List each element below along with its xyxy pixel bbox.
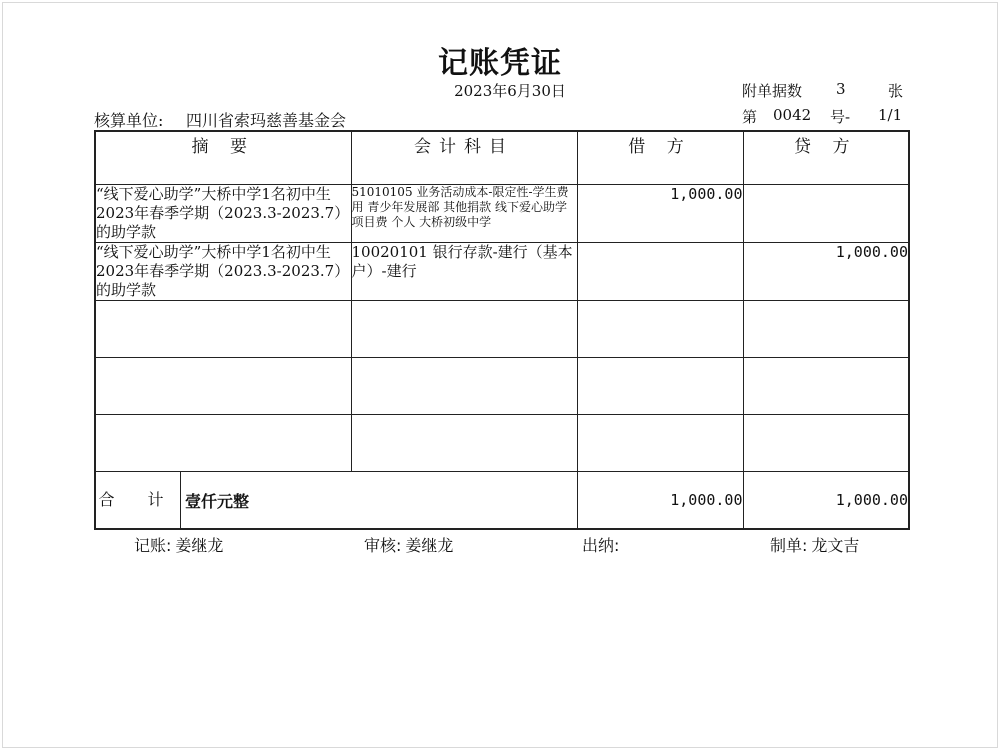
row-credit: 1,000.00: [743, 243, 909, 301]
reviewer-name: 姜继龙: [405, 536, 454, 555]
table-row: [95, 301, 909, 358]
row-summary: “线下爱心助学”大桥中学1名初中生2023年春季学期（2023.3-2023.7）的助学款: [96, 185, 350, 241]
total-credit: 1,000.00: [743, 472, 909, 530]
total-row: [95, 472, 909, 530]
reviewer-label: 审核:: [364, 536, 402, 555]
header-account: 会计科目: [351, 131, 577, 185]
cashier-signature: [582, 533, 623, 556]
bookkeeper-signature: [134, 533, 223, 556]
row-account: 10020101 银行存款-建行（基本户）-建行: [351, 243, 577, 301]
row-account: [351, 301, 577, 358]
table-row: [95, 243, 909, 301]
row-credit: [743, 301, 909, 358]
row-account: [351, 415, 577, 472]
row-debit: 1,000.00: [577, 185, 743, 243]
row-summary: “线下爱心助学”大桥中学1名初中生2023年春季学期（2023.3-2023.7）的助学款: [96, 243, 350, 299]
row-credit: [743, 358, 909, 415]
row-debit: [577, 415, 743, 472]
table-row: [95, 415, 909, 472]
attachments-unit: 张: [888, 82, 904, 100]
row-credit: [743, 185, 909, 243]
table-row: [95, 185, 909, 243]
row-account: [351, 358, 577, 415]
voucher-number-suffix: 号-: [830, 108, 851, 126]
total-amount-words: 壹仟元整: [185, 491, 250, 511]
cashier-label: 出纳:: [582, 536, 620, 555]
row-summary: [95, 301, 351, 358]
bookkeeper-label: 记账:: [134, 536, 172, 555]
table-header-row: [95, 131, 909, 185]
table-row: [95, 358, 909, 415]
bookkeeper-name: 姜继龙: [175, 536, 224, 555]
row-credit: [743, 415, 909, 472]
attachments-count: 3: [836, 80, 846, 98]
reviewer-signature: [364, 533, 453, 556]
voucher-number-prefix: 第: [742, 108, 758, 126]
total-debit: 1,000.00: [577, 472, 743, 530]
row-debit: [577, 301, 743, 358]
header-summary: 摘 要: [95, 131, 351, 185]
row-debit: [577, 358, 743, 415]
voucher-title: 记账凭证: [438, 46, 562, 81]
voucher-table: [94, 130, 910, 530]
row-summary: [95, 358, 351, 415]
row-summary: [95, 415, 351, 472]
row-debit: [577, 243, 743, 301]
preparer-name: 龙文吉: [811, 536, 860, 555]
org-label: 核算单位:: [94, 111, 164, 130]
org-name: 四川省索玛慈善基金会: [186, 111, 347, 130]
row-account: 51010105 业务活动成本-限定性-学生费用 青少年发展部 其他捐款 线下爱心助学 项目费 个人 大桥初级中学: [351, 185, 577, 243]
attachments-label: 附单据数: [742, 82, 803, 100]
voucher-page: 1/1: [878, 106, 903, 124]
voucher-date: 2023年6月30日: [454, 82, 566, 100]
total-label: 合 计: [96, 472, 181, 528]
total-cell: [95, 472, 577, 530]
voucher-number: 0042: [773, 106, 812, 124]
header-credit: 贷 方: [743, 131, 909, 185]
preparer-signature: [770, 533, 859, 556]
header-debit: 借 方: [577, 131, 743, 185]
preparer-label: 制单:: [770, 536, 808, 555]
